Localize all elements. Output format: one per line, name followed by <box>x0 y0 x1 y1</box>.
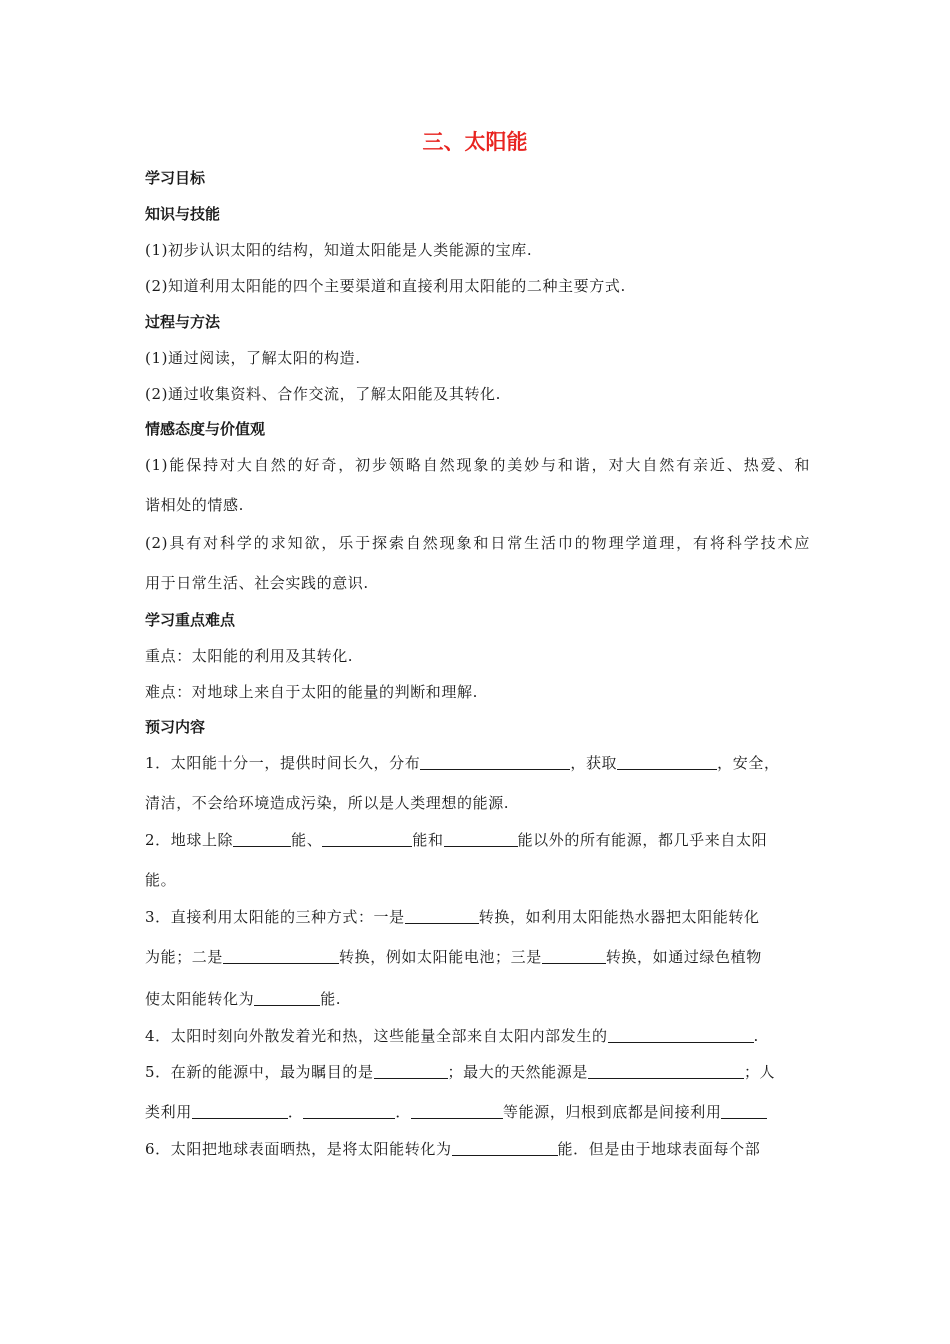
emotion-item-1-line-2: 谐相处的情感. <box>145 496 244 514</box>
question-text: 6．太阳把地球表面晒热，是将太阳能转化为 <box>145 1140 452 1158</box>
heading-key-points: 学习重点难点 <box>145 611 236 629</box>
answer-blank[interactable] <box>411 1104 503 1119</box>
answer-blank[interactable] <box>192 1104 288 1119</box>
question-text: 5．在新的能源中，最为瞩目的是 <box>145 1063 374 1081</box>
knowledge-item-1: (1)初步认识太阳的结构，知道太阳能是人类能源的宝库. <box>145 241 533 259</box>
answer-blank[interactable] <box>452 1141 558 1156</box>
question-text: ，获取 <box>570 754 618 772</box>
question-5-line-2 <box>145 1101 810 1122</box>
question-text: 类利用 <box>145 1103 192 1121</box>
answer-blank[interactable] <box>617 755 717 770</box>
question-text: 转换，例如太阳能电池；三是 <box>339 948 542 966</box>
question-5-line-1 <box>145 1061 810 1082</box>
question-1-line-2: 清洁，不会给环境造成污染，所以是人类理想的能源. <box>145 794 510 812</box>
question-text: 4．太阳时刻向外散发着光和热，这些能量全部来自太阳内部发生的 <box>145 1027 608 1045</box>
question-2-line-1 <box>145 829 810 850</box>
question-text: ；最大的天然能源是 <box>447 1063 588 1081</box>
answer-blank[interactable] <box>721 1104 767 1119</box>
answer-blank[interactable] <box>303 1104 395 1119</box>
question-1-line-1 <box>145 752 810 773</box>
question-text: ，安全， <box>717 754 780 772</box>
question-text: 能．但是由于地球表面每个部 <box>557 1140 761 1158</box>
answer-blank[interactable] <box>223 949 339 964</box>
question-text: 能和 <box>412 831 444 849</box>
question-text: 能、 <box>291 831 323 849</box>
question-text: 2．地球上除 <box>145 831 234 849</box>
question-6 <box>145 1138 810 1159</box>
heading-learning-goals: 学习目标 <box>145 169 206 187</box>
answer-blank[interactable] <box>542 949 606 964</box>
emotion-item-2-line-2: 用于日常生活、社会实践的意识. <box>145 574 369 592</box>
heading-preview-content: 预习内容 <box>145 718 206 736</box>
answer-blank[interactable] <box>254 991 320 1006</box>
question-text: 能以外的所有能源，都几乎来自太阳 <box>517 831 768 849</box>
answer-blank[interactable] <box>405 909 479 924</box>
knowledge-item-2: (2)知道利用太阳能的四个主要渠道和直接利用太阳能的二种主要方式. <box>145 277 626 295</box>
answer-blank[interactable] <box>588 1064 744 1079</box>
question-text: ． <box>395 1103 412 1121</box>
heading-process-method: 过程与方法 <box>145 313 221 331</box>
question-text: 3．直接利用太阳能的三种方式：一是 <box>145 908 405 926</box>
question-text: 等能源，归根到底都是间接利用 <box>503 1103 722 1121</box>
question-2-line-2: 能。 <box>145 871 177 889</box>
page-title: 三、太阳能 <box>422 130 528 154</box>
question-text: ． <box>287 1103 304 1121</box>
answer-blank[interactable] <box>374 1064 448 1079</box>
question-text: 1．太阳能十分一，提供时间长久，分布 <box>145 754 421 772</box>
key-point: 重点：太阳能的利用及其转化. <box>145 647 354 665</box>
heading-emotion-values: 情感态度与价值观 <box>145 420 266 438</box>
answer-blank[interactable] <box>608 1028 754 1043</box>
answer-blank[interactable] <box>420 755 570 770</box>
answer-blank[interactable] <box>233 832 291 847</box>
question-text: . <box>753 1027 759 1045</box>
question-text: 转换，如通过绿色植物 <box>605 948 762 966</box>
question-text: 转换，如利用太阳能热水器把太阳能转化 <box>478 908 760 926</box>
emotion-item-2-line-1: (2)具有对科学的求知欲，乐于探索自然现象和日常生活巾的物理学道理，有将科学技术应 <box>145 534 810 552</box>
process-item-2: (2)通过收集资料、合作交流，了解太阳能及其转化. <box>145 385 502 403</box>
difficult-point: 难点：对地球上来自于太阳的能量的判断和理解. <box>145 683 478 701</box>
question-3-line-1 <box>145 906 810 927</box>
question-text: ；人 <box>743 1063 776 1081</box>
answer-blank[interactable] <box>444 832 518 847</box>
question-4 <box>145 1025 810 1046</box>
question-text: 为能；二是 <box>145 948 224 966</box>
answer-blank[interactable] <box>322 832 412 847</box>
question-text: 使太阳能转化为 <box>145 990 255 1008</box>
process-item-1: (1)通过阅读，了解太阳的构造. <box>145 349 361 367</box>
question-3-line-3 <box>145 988 810 1009</box>
heading-knowledge-skills: 知识与技能 <box>145 205 221 223</box>
question-text: 能. <box>320 990 342 1008</box>
emotion-item-1-line-1: (1)能保持对大自然的好奇，初步领略自然现象的美妙与和谐，对大自然有亲近、热爱、和 <box>145 456 810 474</box>
question-3-line-2 <box>145 946 810 967</box>
